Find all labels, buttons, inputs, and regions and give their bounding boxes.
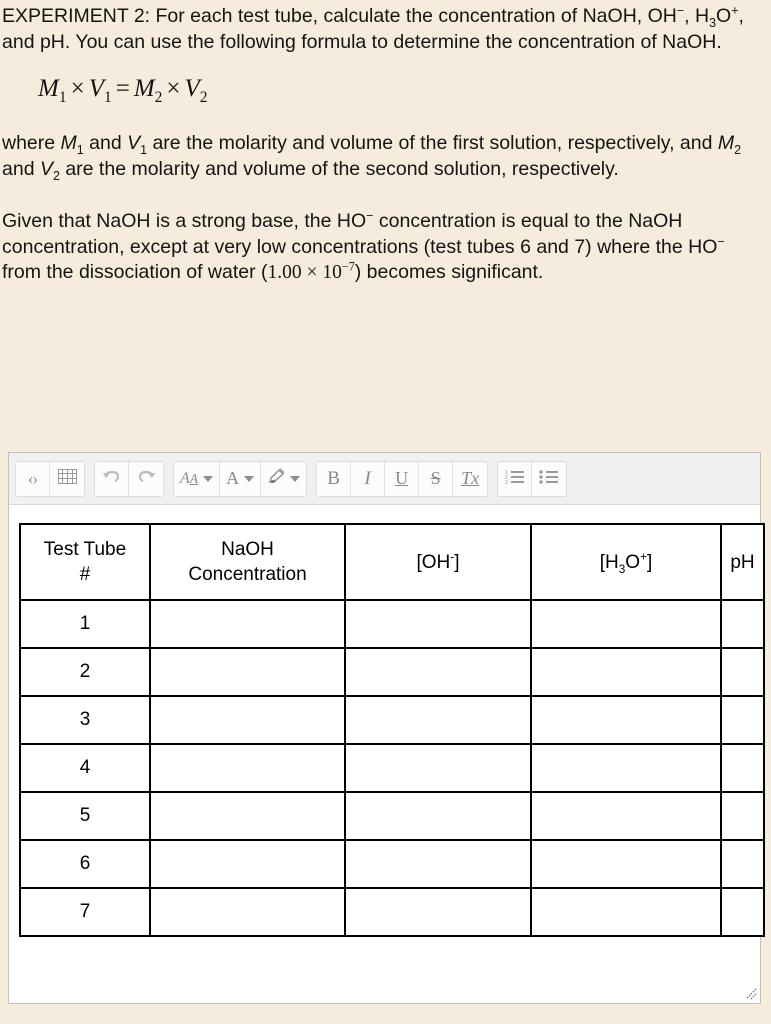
var-v2: $V_2$ [39, 157, 60, 183]
formula-v2: V [184, 75, 200, 102]
dilution-formula [2, 55, 757, 104]
cell-naoh-concentration[interactable] [150, 648, 345, 696]
formula-times-2: × [166, 75, 181, 102]
cell-naoh-concentration[interactable] [150, 840, 345, 888]
paragraph-1-lead: EXPERIMENT 2: For each test tube, calculate the concentration of NaOH, OH [2, 5, 677, 27]
undo-button[interactable] [95, 462, 129, 496]
cell-test-tube[interactable]: 6 [20, 840, 150, 888]
editor-toolbar [9, 453, 760, 505]
text-color-dropdown[interactable] [220, 462, 261, 496]
table-row [20, 696, 764, 744]
resize-handle[interactable] [743, 986, 757, 1000]
ordered-list-icon [505, 469, 525, 489]
formula-m2: M [133, 75, 155, 102]
table-body [20, 600, 764, 936]
cell-hydronium[interactable] [531, 888, 721, 936]
header-test-tube-line1: Test Tube [43, 539, 127, 560]
chevron-down-icon [244, 476, 254, 482]
source-code-button[interactable] [16, 462, 50, 496]
cell-hydronium[interactable] [531, 696, 721, 744]
font-size-icon: AA [180, 469, 199, 487]
toolbar-group-lists [497, 461, 567, 497]
cell-hydroxide[interactable] [345, 888, 531, 936]
concentration-table [19, 523, 765, 937]
hydroxide-charge: − [676, 3, 685, 18]
paragraph-2-s1: where [2, 132, 61, 154]
cell-ph[interactable] [721, 744, 764, 792]
bold-button[interactable] [317, 462, 351, 496]
formula-equals: = [115, 75, 130, 102]
header-test-tube [20, 524, 150, 600]
redo-button[interactable] [129, 462, 163, 496]
toolbar-group-source [15, 461, 85, 497]
paragraph-3-s2: concentration is equal to the NaOH concentration, except at very low concentrations (test tubes 6 and 7) where the HO [2, 210, 718, 258]
header-naoh-concentration [150, 524, 345, 600]
cell-hydroxide[interactable] [345, 744, 531, 792]
cell-ph[interactable] [721, 792, 764, 840]
paragraph-3-s3: from the dissociation of water ( [2, 261, 268, 283]
cell-hydroxide[interactable] [345, 648, 531, 696]
numbered-list-button[interactable] [498, 462, 532, 496]
header-h3o-open: [H [599, 551, 619, 573]
cell-ph[interactable] [721, 600, 764, 648]
hydroxide-charge-3: − [717, 234, 725, 248]
cell-ph[interactable] [721, 888, 764, 936]
header-naoh-line1: NaOH [221, 539, 274, 560]
formula-m1: M [38, 75, 59, 102]
paragraph-experiment-intro [2, 4, 757, 55]
header-test-tube-line2: # [79, 564, 91, 585]
cell-test-tube[interactable]: 3 [20, 696, 150, 744]
svg-text:3: 3 [504, 479, 508, 484]
cell-naoh-concentration[interactable] [150, 744, 345, 792]
highlight-marker-icon [267, 468, 285, 490]
table-row [20, 888, 764, 936]
formula-times-1: × [70, 75, 85, 102]
cell-test-tube[interactable]: 4 [20, 744, 150, 792]
undo-icon [102, 468, 121, 490]
table-icon [58, 469, 77, 489]
table-header [20, 524, 764, 600]
header-oh-charge: - [450, 550, 455, 564]
cell-hydronium[interactable] [531, 792, 721, 840]
paragraph-2-s2: and [83, 132, 128, 154]
toolbar-group-format [316, 461, 488, 497]
cell-hydronium[interactable] [531, 840, 721, 888]
paragraph-2-s4: and [2, 157, 40, 180]
cell-test-tube[interactable]: 5 [20, 792, 150, 840]
table-row [20, 840, 764, 888]
cell-ph[interactable] [721, 648, 764, 696]
formula-m1-sub: 1 [58, 89, 67, 106]
cell-test-tube[interactable]: 1 [20, 600, 150, 648]
hydroxide-charge-2: − [366, 208, 374, 223]
cell-hydroxide[interactable] [345, 696, 531, 744]
cell-ph[interactable] [721, 696, 764, 744]
table-row [20, 792, 764, 840]
remove-format-button[interactable] [453, 462, 487, 496]
cell-hydronium[interactable] [531, 600, 721, 648]
header-hydroxide [345, 524, 531, 600]
cell-naoh-concentration[interactable] [150, 696, 345, 744]
header-h3o-oxygen: O [625, 551, 641, 573]
editor-content-area[interactable] [9, 505, 760, 1003]
header-naoh-line2: Concentration [188, 564, 307, 585]
rich-text-editor[interactable] [8, 452, 761, 1004]
italic-icon: I [364, 467, 371, 489]
underline-button[interactable] [385, 462, 419, 496]
header-h3o-sub: 3 [618, 562, 626, 576]
bold-icon: B [327, 467, 340, 489]
header-oh-open: [OH [416, 551, 451, 573]
text-color-icon: A [226, 468, 240, 488]
header-h3o-charge: + [640, 550, 647, 564]
header-ph: pH [721, 524, 764, 600]
toolbar-group-font [173, 461, 307, 497]
cell-naoh-concentration[interactable] [150, 600, 345, 648]
svg-text:1: 1 [504, 469, 508, 476]
svg-text:2: 2 [504, 474, 508, 481]
instructions-prose [0, 0, 771, 286]
paragraph-1-mid: , H [684, 5, 710, 27]
paragraph-3-s1: Given that NaOH is a strong base, the HO [2, 210, 367, 232]
h3o-charge: + [731, 3, 739, 18]
redo-icon [137, 468, 156, 490]
italic-button[interactable] [351, 462, 385, 496]
chevron-down-icon [203, 476, 213, 482]
var-v1: $V_1$ [127, 132, 148, 157]
paragraph-1-tail: , and pH. You can use the following formula to determine the concentration of NaOH. [2, 5, 744, 53]
chevron-down-icon [290, 476, 300, 482]
table-row [20, 600, 764, 648]
formula-v1: V [88, 75, 104, 102]
strikethrough-button[interactable] [419, 462, 453, 496]
code-brackets-icon: ‹› [27, 468, 38, 488]
table-row [20, 648, 764, 696]
header-hydronium [531, 524, 721, 600]
cell-hydronium[interactable] [531, 744, 721, 792]
insert-table-button[interactable] [50, 462, 84, 496]
cell-hydroxide[interactable] [345, 840, 531, 888]
cell-hydroxide[interactable] [345, 600, 531, 648]
remove-format-icon: Tx [461, 468, 480, 488]
formula-v2-sub: 2 [199, 89, 208, 106]
strikethrough-icon: S [430, 468, 441, 488]
formula-v1-sub: 1 [103, 89, 112, 106]
cell-test-tube[interactable]: 7 [20, 888, 150, 936]
table-row [20, 744, 764, 792]
bulleted-list-button[interactable] [532, 462, 566, 496]
paragraph-2-s5: are the molarity and volume of the second solution, respectively. [59, 157, 619, 180]
table-header-row [20, 524, 764, 600]
cell-naoh-concentration[interactable] [150, 888, 345, 936]
h3o-oxygen: O [716, 5, 732, 27]
cell-test-tube[interactable]: 2 [20, 648, 150, 696]
cell-naoh-concentration[interactable] [150, 792, 345, 840]
cell-ph[interactable] [721, 840, 764, 888]
cell-hydronium[interactable] [531, 648, 721, 696]
kw-value: $1.00 \times 10^{-7}$ [267, 259, 355, 283]
paragraph-3-s4: ) becomes significant. [354, 261, 544, 283]
h3o-subscript: 3 [709, 15, 717, 30]
unordered-list-icon [539, 469, 559, 489]
header-oh-close: ] [454, 551, 460, 573]
font-size-dropdown[interactable] [174, 462, 220, 496]
paragraph-strong-base-note [2, 209, 757, 286]
cell-hydroxide[interactable] [345, 792, 531, 840]
toolbar-group-history [94, 461, 164, 497]
header-h3o-close: ] [646, 551, 653, 573]
highlight-color-dropdown[interactable] [261, 462, 306, 496]
paragraph-variable-definitions [2, 131, 757, 182]
var-m1: $M_1$ [60, 132, 84, 157]
var-m2: $M_2$ [717, 132, 742, 157]
paragraph-2-s3: are the molarity and volume of the first solution, respectively, and [147, 132, 718, 154]
formula-m2-sub: 2 [154, 89, 163, 106]
underline-icon: U [395, 468, 409, 488]
